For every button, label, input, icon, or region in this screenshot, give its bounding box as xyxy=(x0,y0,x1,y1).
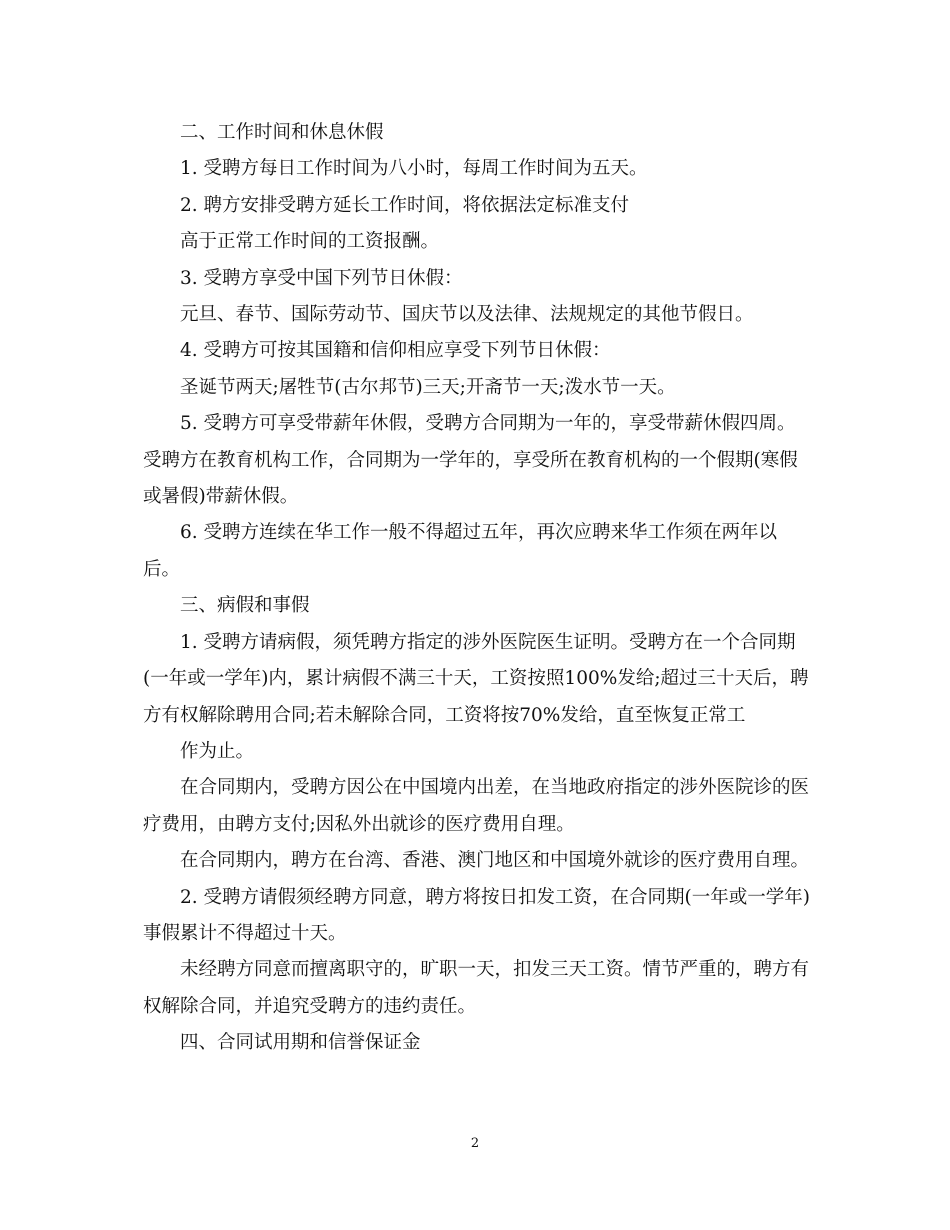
clause-absence: 未经聘方同意而擅离职守的，旷职一天，扣发三天工资。情节严重的，聘方有权解除合同，并追究受聘方的违约责任。 xyxy=(143,959,810,1017)
clause-china-holidays: 3. 受聘方享受中国下列节日休假： xyxy=(180,267,463,289)
page-number: 2 xyxy=(470,1136,480,1151)
clause-daily-hours: 1. 受聘方每日工作时间为八小时，每周工作时间为五天。 xyxy=(180,158,648,180)
clause-national-holidays: 4. 受聘方可按其国籍和信仰相应享受下列节日休假： xyxy=(180,340,611,362)
section-heading-sick-leave: 三、病假和事假 xyxy=(180,595,310,617)
document-body xyxy=(143,115,813,1062)
clause-sick-leave: 1. 受聘方请病假，须凭聘方指定的涉外医院医生证明。受聘方在一个合同期(一年或一学年)内，累计病假不满三十天，工资按照100%发给;超过三十天后，聘方有权解除聘用合同;若未解除合同，工资将按70%发给，直至恢复正常工 xyxy=(143,631,809,726)
clause-work-limit: 6. 受聘方连续在华工作一般不得超过五年，再次应聘来华工作须在两年以后。 xyxy=(143,522,778,580)
clause-overtime: 2. 聘方安排受聘方延长工作时间，将依据法定标准支付 xyxy=(180,194,630,216)
clause-personal-leave: 2. 受聘方请假须经聘方同意，聘方将按日扣发工资，在合同期(一年或一学年)事假累计不得超过十天。 xyxy=(143,886,810,944)
section-heading-probation: 四、合同试用期和信誉保证金 xyxy=(180,1032,421,1054)
clause-national-holidays-list: 圣诞节两天;屠牲节(古尔邦节)三天;开斋节一天;泼水节一天。 xyxy=(180,376,676,398)
clause-sick-leave-continued: 作为止。 xyxy=(180,740,255,762)
clause-overtime-continued: 高于正常工作时间的工资报酬。 xyxy=(180,231,440,253)
section-heading-work-hours: 二、工作时间和休息休假 xyxy=(180,122,384,143)
clause-business-medical: 在合同期内，受聘方因公在中国境内出差，在当地政府指定的涉外医院诊的医疗费用，由聘方支付;因私外出就诊的医疗费用自理。 xyxy=(143,777,810,835)
clause-china-holidays-list: 元旦、春节、国际劳动节、国庆节以及法律、法规规定的其他节假日。 xyxy=(180,304,754,326)
clause-overseas-medical: 在合同期内，聘方在台湾、香港、澳门地区和中国境外就诊的医疗费用自理。 xyxy=(180,850,810,872)
clause-paid-leave: 5. 受聘方可享受带薪年休假，受聘方合同期为一年的，享受带薪休假四周。受聘方在教育机构工作，合同期为一学年的，享受所在教育机构的一个假期(寒假或暑假)带薪休假。 xyxy=(143,413,798,508)
